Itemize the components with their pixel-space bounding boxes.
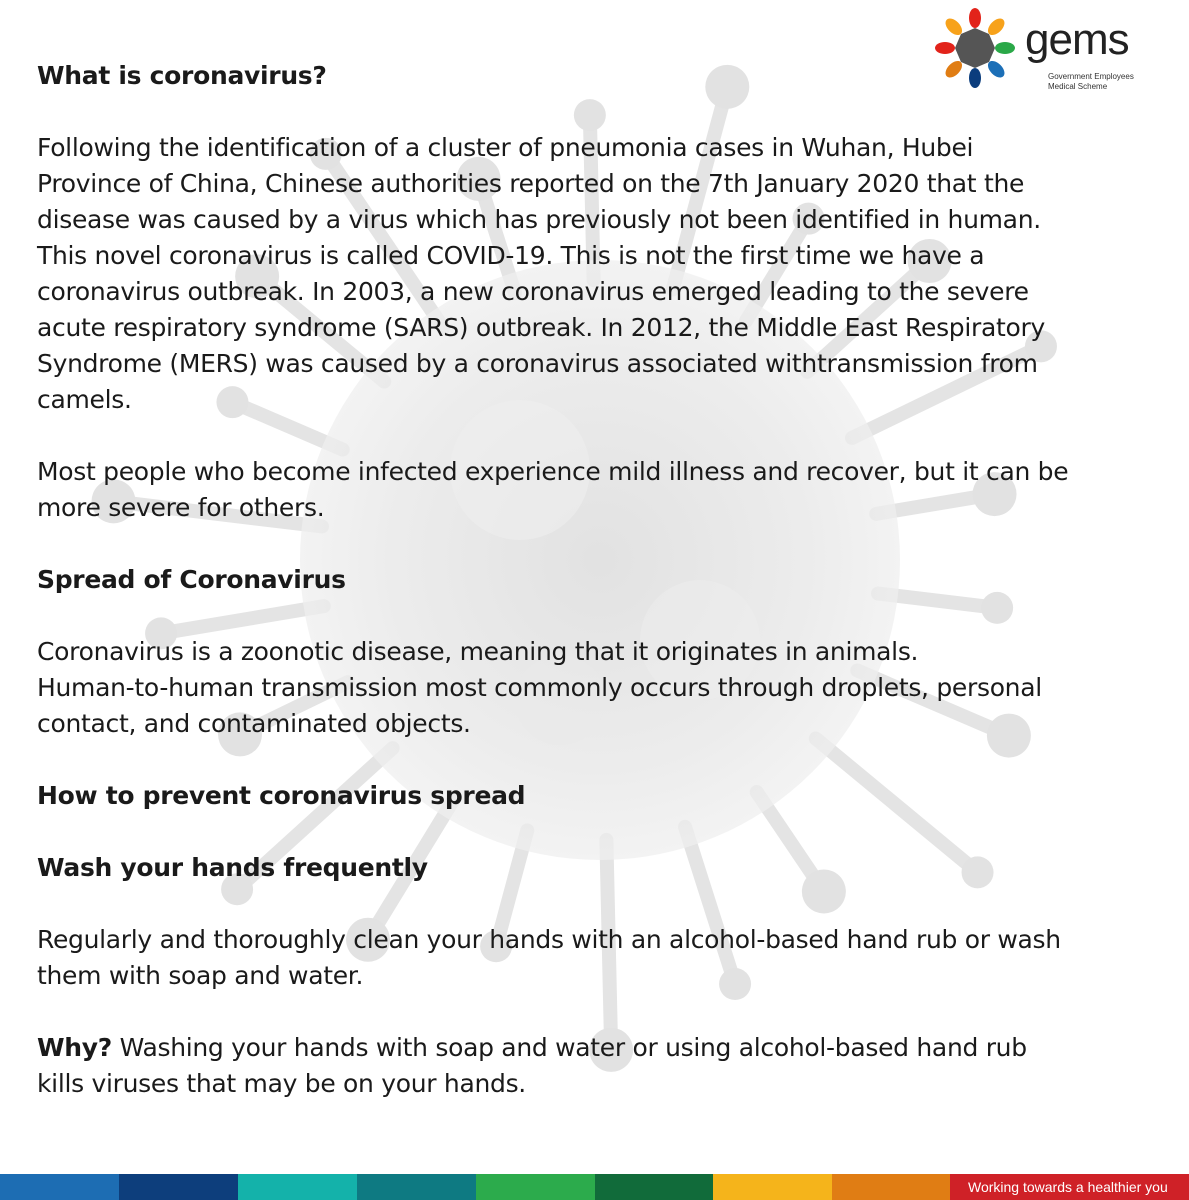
gems-logo-subtitle-line2: Medical Scheme — [1048, 82, 1108, 91]
paragraph-line: Human-to-human transmission most commonly occurs through droplets, personal — [37, 673, 1042, 702]
paragraph-why — [37, 1030, 1172, 1102]
heading-wash-your-hands: Wash your hands frequently — [37, 853, 428, 882]
paragraph-line: disease was caused by a virus which has previously not been identified in human. — [37, 205, 1041, 234]
paragraph-line: more severe for others. — [37, 493, 325, 522]
logo-petal — [969, 8, 981, 28]
paragraph-line: Most people who become infected experience mild illness and recover, but it can be — [37, 457, 1069, 486]
paragraph-line: coronavirus outbreak. In 2003, a new coronavirus emerged leading to the severe — [37, 277, 1029, 306]
why-label: Why? — [37, 1033, 112, 1062]
spacer — [37, 814, 1172, 850]
paragraph-line: acute respiratory syndrome (SARS) outbreak. In 2012, the Middle East Respiratory — [37, 313, 1045, 342]
spacer — [37, 994, 1172, 1030]
paragraph-line: kills viruses that may be on your hands. — [37, 1069, 526, 1098]
spacer — [37, 418, 1172, 454]
footer-segment — [0, 1174, 119, 1200]
heading-spread-of-coronavirus: Spread of Coronavirus — [37, 565, 346, 594]
footer-segment — [119, 1174, 238, 1200]
paragraph-identification — [37, 130, 1172, 418]
footer-segment — [832, 1174, 951, 1200]
footer-tagline: Working towards a healthier you — [950, 1174, 1189, 1200]
paragraph-line: This novel coronavirus is called COVID-19. This is not the first time we have a — [37, 241, 985, 270]
gems-logo-wordmark: gems — [1025, 15, 1129, 64]
spacer — [37, 526, 1172, 562]
paragraph-line: Coronavirus is a zoonotic disease, meaning that it originates in animals. — [37, 637, 919, 666]
footer-segment — [357, 1174, 476, 1200]
paragraph-line: Province of China, Chinese authorities reported on the 7th January 2020 that the — [37, 169, 1025, 198]
paragraph-zoonotic — [37, 634, 1172, 742]
article-content — [37, 58, 1172, 1102]
footer-segment — [713, 1174, 832, 1200]
paragraph-infection — [37, 454, 1172, 526]
footer-segment — [595, 1174, 714, 1200]
paragraph-line — [37, 1030, 1172, 1066]
spacer — [37, 886, 1172, 922]
spacer — [37, 598, 1172, 634]
paragraph-line: them with soap and water. — [37, 961, 364, 990]
spacer — [37, 94, 1172, 130]
logo-petal — [935, 42, 955, 54]
paragraph-line: Regularly and thoroughly clean your hands with an alcohol-based hand rub or wash — [37, 925, 1061, 954]
spacer — [37, 742, 1172, 778]
paragraph-line: contact, and contaminated objects. — [37, 709, 471, 738]
gems-logo-emblem-icon — [933, 6, 1017, 90]
why-text: Washing your hands with soap and water or using alcohol-based hand rub — [111, 1033, 1027, 1062]
gems-logo-subtitle-line1: Government Employees — [1048, 72, 1134, 81]
paragraph-clean-hands — [37, 922, 1172, 994]
logo-petal — [995, 42, 1015, 54]
heading-how-to-prevent: How to prevent coronavirus spread — [37, 781, 526, 810]
paragraph-line: Syndrome (MERS) was caused by a coronavirus associated withtransmission from — [37, 349, 1038, 378]
footer-segment — [476, 1174, 595, 1200]
gems-logo — [933, 6, 1133, 90]
heading-what-is-coronavirus: What is coronavirus? — [37, 61, 327, 90]
paragraph-line: Following the identification of a cluster of pneumonia cases in Wuhan, Hubei — [37, 133, 974, 162]
logo-petal — [969, 68, 981, 88]
paragraph-line: camels. — [37, 385, 132, 414]
footer-segment — [238, 1174, 357, 1200]
